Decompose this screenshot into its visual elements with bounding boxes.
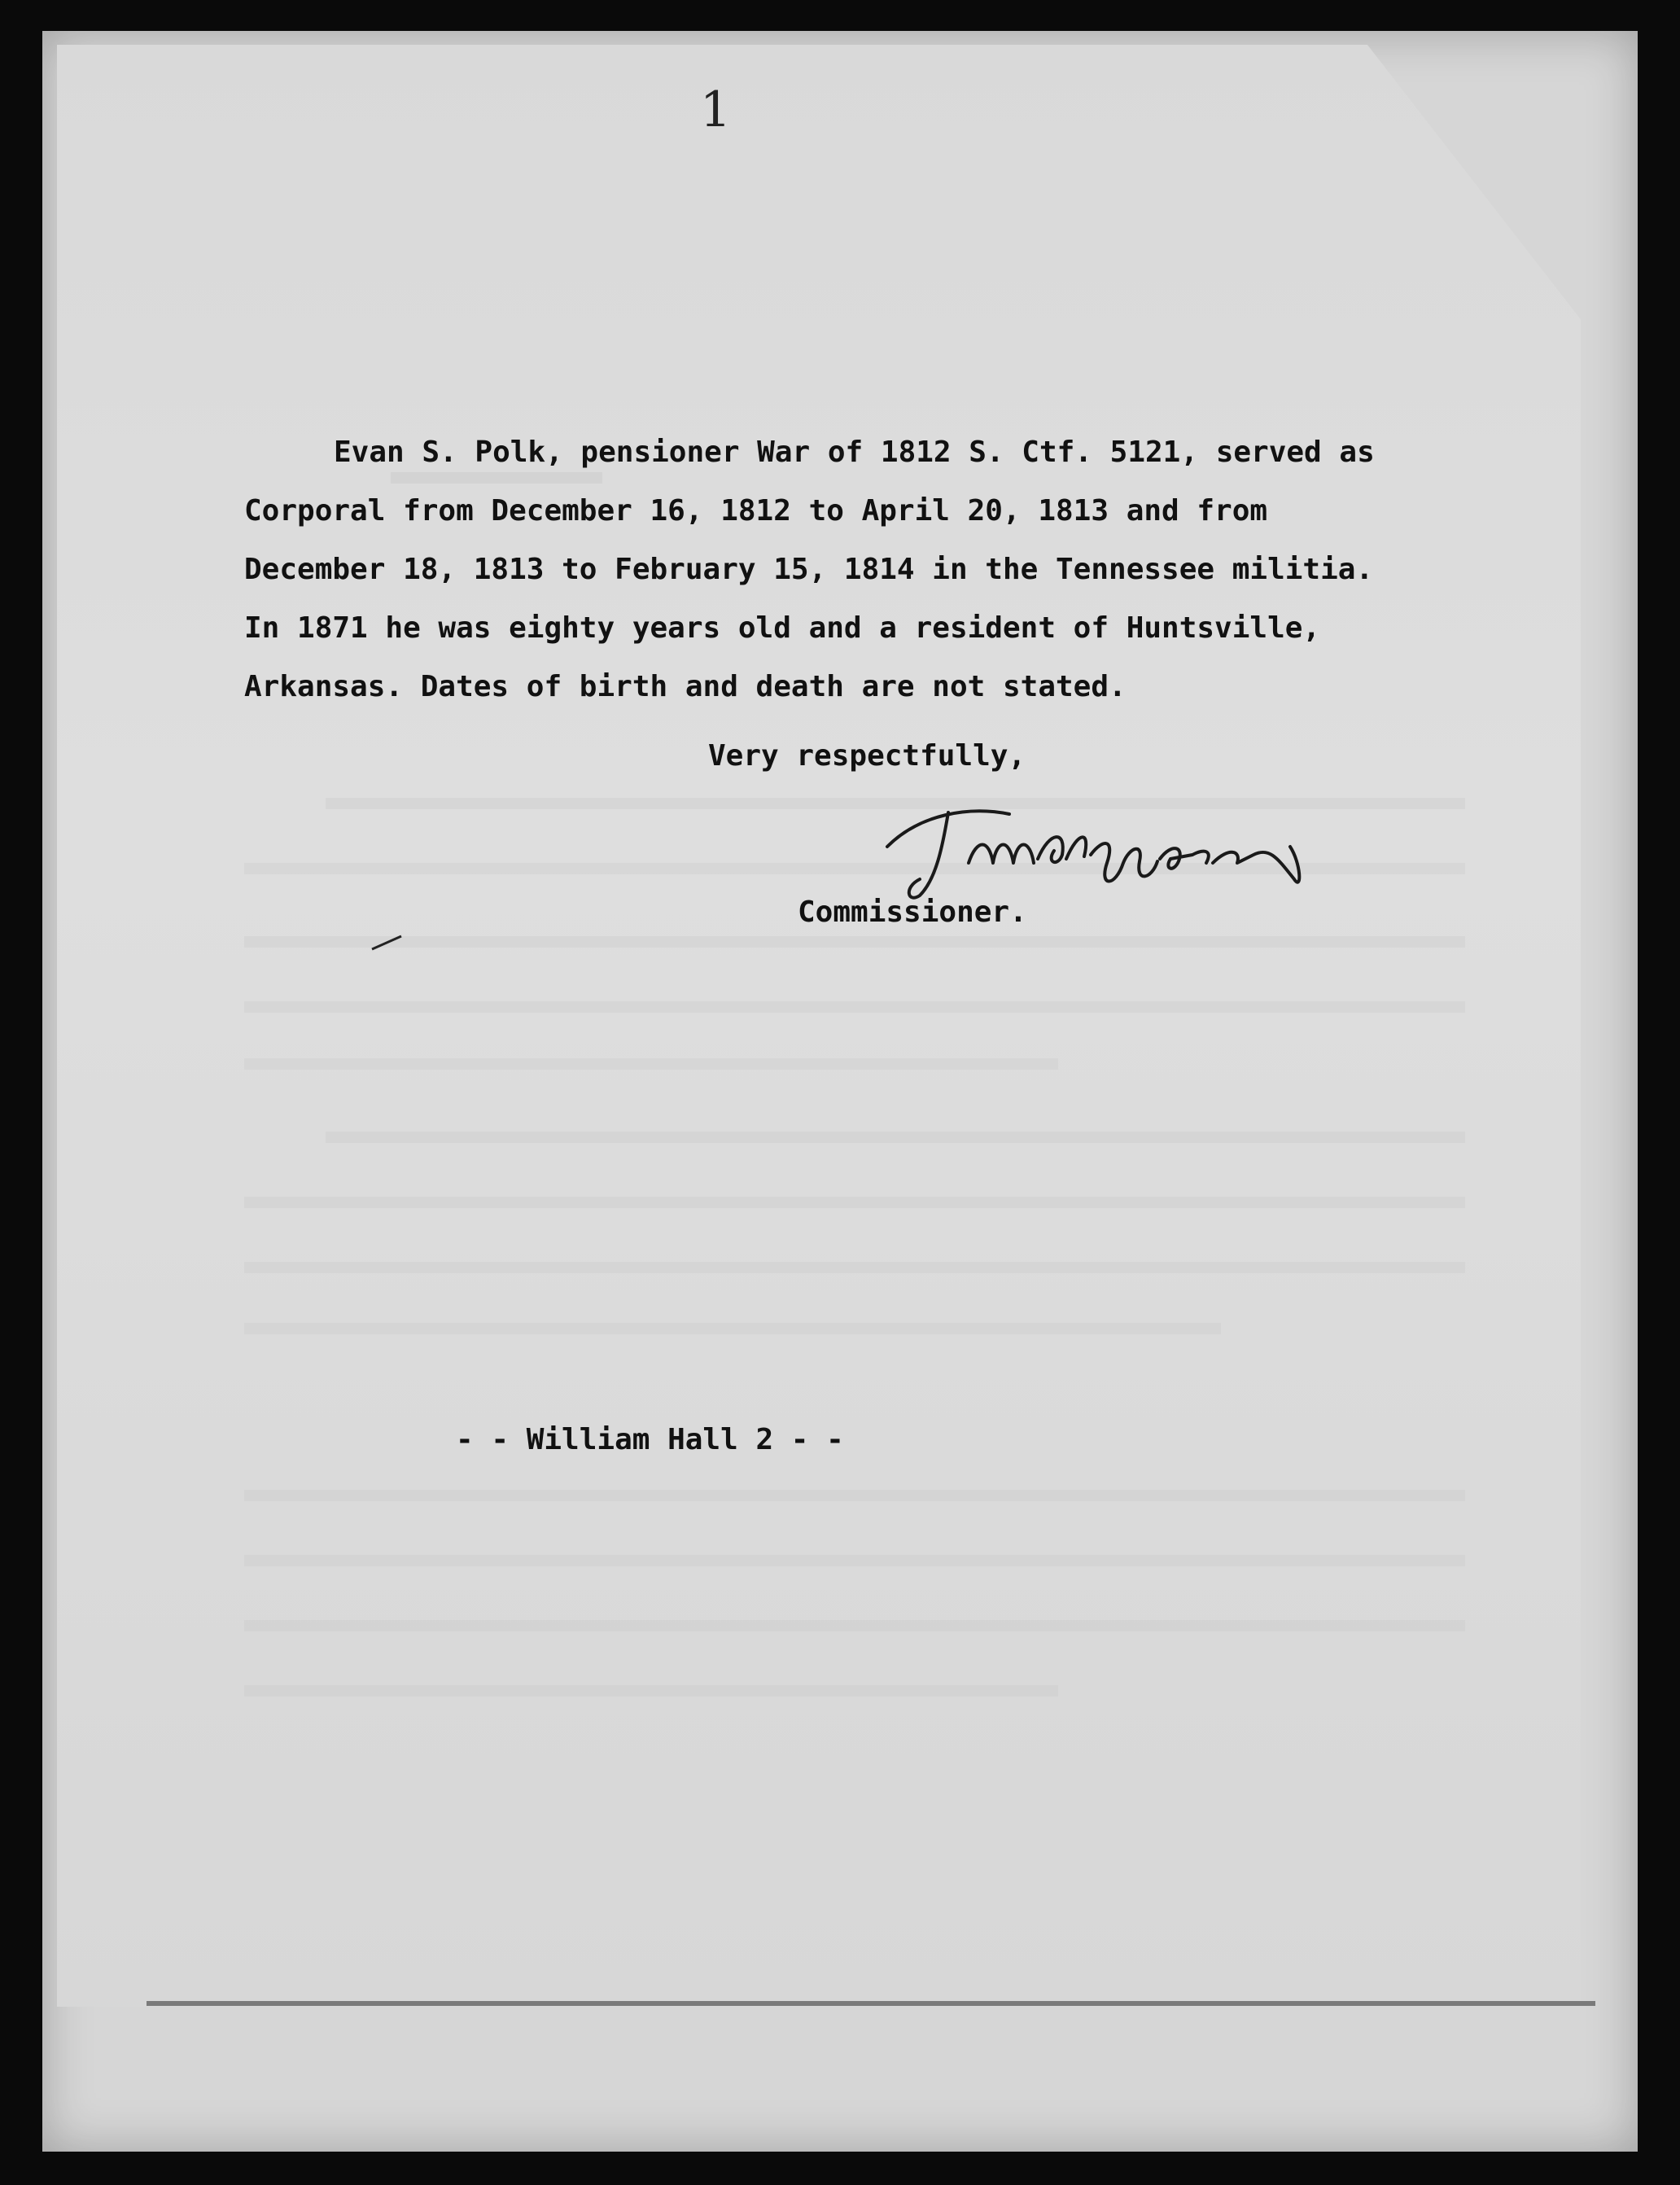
continuation-marker: - - William Hall 2 - -: [456, 1423, 844, 1456]
body-line: Arkansas. Dates of birth and death are not stated.: [244, 670, 1127, 703]
body-line: In 1871 he was eighty years old and a resident of Huntsville,: [244, 611, 1321, 645]
closing-salutation: Very respectfully,: [708, 739, 1026, 773]
body-line: Evan S. Polk, pensioner War of 1812 S. Ctf. 5121, served as: [334, 436, 1375, 469]
page-edge-shadow: [147, 2001, 1595, 2006]
handwritten-signature: [871, 782, 1327, 912]
stray-pen-mark: [370, 935, 403, 951]
document-page: [57, 45, 1581, 2007]
body-line: Corporal from December 16, 1812 to April 20, 1813 and from: [244, 494, 1268, 528]
page-number: 1: [700, 81, 732, 138]
signatory-title: Commissioner.: [798, 895, 1027, 929]
pension-summary-paragraph: [244, 423, 1481, 716]
body-line: December 18, 1813 to February 15, 1814 in the Tennessee militia.: [244, 553, 1374, 586]
